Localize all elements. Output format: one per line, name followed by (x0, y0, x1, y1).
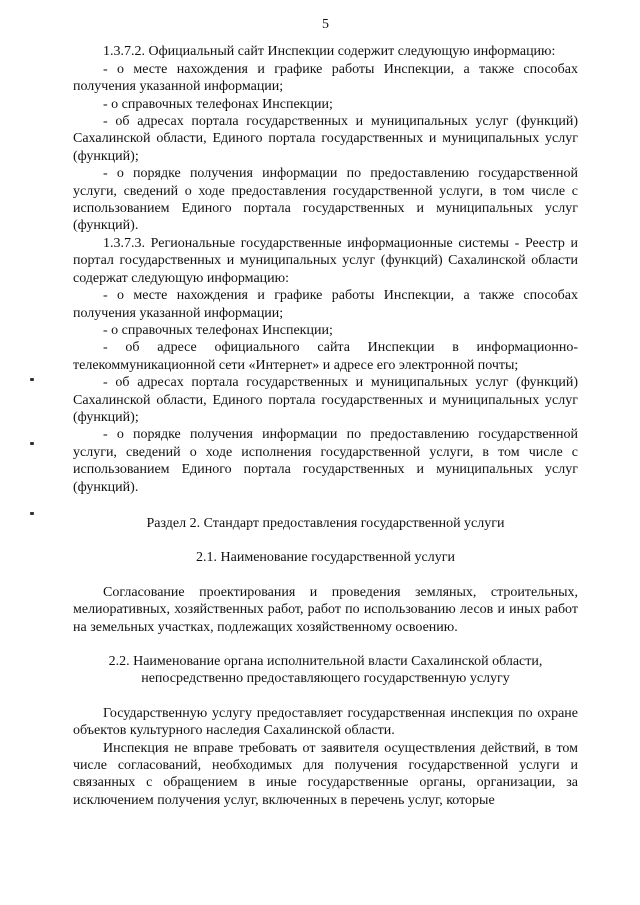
list-item: - о порядке получения информации по предоставлению государственной услуги, сведений о ходе исполнения государственной услуги, в том числе с использованием Единого портала государственных и муниципальных услуг (функций). (73, 427, 578, 495)
scan-artifact (30, 512, 34, 515)
subsection-title (73, 653, 578, 688)
subsection-text: Инспекция не вправе требовать от заявителя осуществления действий, в том числе согласований, необходимых для получения государственной услуги и связанных с обращением в иные государственные органы, организации, за исключением получения услуг, включенных в перечень услуг, которые (73, 740, 578, 808)
list-item: - об адресе официального сайта Инспекции в информационно-телекоммуникационной сети «Интернет» и адресе его электронной почты; (73, 340, 578, 373)
list-item: - о порядке получения информации по предоставлению государственной услуги, сведений о ходе предоставления государственной услуги, в том числе с использованием Единого портала государственных и муниципальных услуг (функций). (73, 166, 578, 234)
paragraph-1-3-7-3: 1.3.7.3. Региональные государственные информационные системы - Реестр и портал государственных и муниципальных услуг (функций) Сахалинской области содержат следующую информацию: (73, 235, 578, 286)
subsection-text: Государственную услугу предоставляет государственная инспекция по охране объектов культурного наследия Сахалинской области. (73, 705, 578, 739)
list-item: - об адресах портала государственных и муниципальных услуг (функций) Сахалинской области, Единого портала государственных и муниципальных услуг (функций); (73, 114, 578, 164)
subsection-text: Согласование проектирования и проведения земляных, строительных, мелиоративных, хозяйственных работ, работ по использованию лесов и иных работ на земельных участках, подлежащих хозяйственному освоению. (73, 584, 578, 635)
subsection-title-line: 2.2. Наименование органа исполнительной власти Сахалинской области, (108, 654, 543, 669)
list-item: - о месте нахождения и графике работы Инспекции, а также способах получения указанной информации; (73, 61, 578, 95)
page-number: 5 (322, 17, 329, 32)
list-item: - об адресах портала государственных и муниципальных услуг (функций) Сахалинской области, Единого портала государственных и муниципальных услуг (функций); (73, 375, 578, 425)
subsection-title-line: непосредственно предоставляющего государственную услугу (141, 671, 510, 687)
paragraph-1-3-7-2: 1.3.7.2. Официальный сайт Инспекции содержит следующую информацию: (103, 44, 556, 60)
list-item: - о месте нахождения и графике работы Инспекции, а также способах получения указанной информации; (73, 288, 578, 321)
list-item: - о справочных телефонах Инспекции; (103, 96, 333, 112)
section-title: Раздел 2. Стандарт предоставления государственной услуги (146, 515, 505, 531)
list-item: - о справочных телефонах Инспекции; (103, 322, 333, 338)
scan-artifact (30, 378, 34, 381)
scan-artifact (30, 442, 34, 445)
subsection-title: 2.1. Наименование государственной услуги (196, 550, 455, 566)
